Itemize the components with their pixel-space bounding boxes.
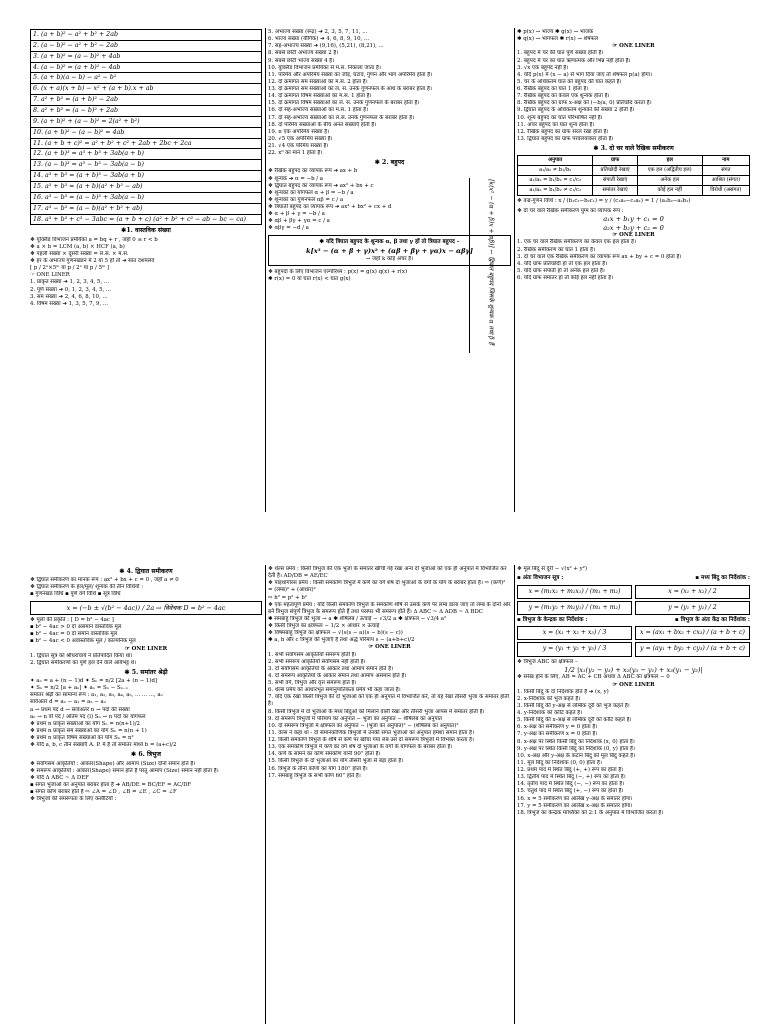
- coordinate-fact-line: 13. द्वितीय पाद में स्थित बिंदु (−, +) रूप का होता है।: [517, 774, 626, 781]
- real-number-line: ❖ पहली संख्या × दूसरी संख्या = ल.स. × म.स.: [30, 250, 129, 257]
- linear-table-cell: a₁/a₂ ≠ b₁/b₂: [518, 166, 593, 176]
- number-fact-line: 10. यूक्लिड विभाजन प्रमेयिका से म.स. निकाला जाता है।: [268, 64, 381, 71]
- quadratic-line: ❖ द्विघात समीकरण के हल/मूल/ शून्यक की तीन विधियाँ :: [30, 584, 144, 591]
- linear-table-cell: संपाती रेखाएं: [593, 175, 637, 185]
- triangle-fact-line: 7. यदि एक रेखा किसी त्रिभुज की दो भुजाओं को एक ही अनुपात में विभाजित करे, तो यह रेखा तीसरी भुजा के समांतर होती है।: [268, 694, 509, 708]
- ap-line: ✦ aₙ = a + (n − 1)d ✦ Sₙ = n/2 [2a + (n − 1)d]: [30, 678, 158, 685]
- triangle-line: ❖ सर्वांगसम आकृतियाँ : आकार(Shape) और आमाप (Size) दोनों समान होते हैं।: [30, 760, 196, 767]
- coordinate-fact-line: 1. किसी बिंदु के दो निर्देशांक होते हैं ➔ (x, y): [517, 688, 609, 695]
- number-fact-line: 18. दो परिमेय संख्याओं के बीच अनंत संख्याएँ होती हैं।: [268, 121, 377, 128]
- identity-cell: 5. (a + b)(a − b) − a² − b²: [31, 73, 262, 84]
- identity-cell: 8. a² + b² = (a − b)² + 2ab: [31, 106, 262, 117]
- identity-cell: 14. a³ + b³ = (a + b)³ − 3ab(a + b): [31, 171, 262, 182]
- identity-row: [31, 84, 262, 95]
- polynomial-fact-line: 3. √x एक बहुपद नहीं है।: [517, 64, 569, 71]
- coordinate-fact-line: 11. मूल बिंदु का निर्देशांक (0, 0) होता है।: [517, 759, 602, 766]
- linear-table-row: [518, 185, 750, 195]
- triangle-fact-line: 4. दो समरूप आकृतियों के आकार समान तथा आमाप असमान होते हैं।: [268, 672, 407, 679]
- coordinate-fact-line: 3. किसी बिंदु की y-अक्ष से लम्बिक दूरी को भुज कहते हैं।: [517, 702, 630, 709]
- theorem-line: ❖ पाइथागोरस प्रमेय : किसी समकोण त्रिभुज में कर्ण का वर्ग शेष दो भुजाओं के वर्गों के योग के बराबर होता है। ⇨ (कर्ण)² = (लम्ब)² + (आधार)²: [268, 580, 506, 594]
- pair-equation-1: a₁x + b₁y + c₁ = 0: [603, 214, 664, 223]
- ap-line: ❖ यदि a, b, c तीन संख्याएँ A. P. में हैं तो समांतर माध्य b = (a+c)/2: [30, 742, 177, 749]
- real-number-line: ❖ a × b = LCM (a, b) × HCF (a, b): [30, 243, 125, 250]
- polynomial-fact-line: 8. रैखिक बहुपद का ग्राफ x-अक्ष को (−b/a, 0) प्रतिच्छेद करता है।: [517, 100, 652, 107]
- polynomial-fact-line: 13. द्विघात बहुपद का ग्राफ परवलयाकार होता है।: [517, 135, 614, 142]
- coordinate-fact-line: 15. चतुर्थ पाद में स्थित बिंदु (+, −) रूप का होता है।: [517, 788, 624, 795]
- polynomial-line: ❖ त्रिघाती बहुपद का व्यापक रूप ➔ ax³ + bx² + cx + d: [268, 204, 392, 211]
- identity-row: [31, 127, 262, 138]
- triangle-fact-line: 10. दो समरूप त्रिभुजों में क्षेत्रफल का अनुपात − (भुजा का अनुपात)² − (शीर्षलंब का अनुपात)²: [268, 722, 459, 729]
- number-fact-line: 19. π एक अपरिमेय संख्या है।: [268, 128, 330, 135]
- theorem-line: ❖ थेल्स प्रमेय : किसी त्रिभुज की एक भुजा के समांतर खींची गई रेखा अन्य दो भुजाओं को एक ही अनुपात में विभाजित कर देती है। AD/DB = AE/EC: [268, 566, 507, 580]
- linear-fact-line: 6. यदि ग्राफ समांतर हों तो कोई हल नहीं होता है।: [517, 275, 614, 282]
- quadratic-line: ▪ गुणनखंड विधि ▪ पूर्ण वर्ग विधि ▪ सूत्र विधि: [30, 591, 121, 598]
- triangle-line: ▪ संगत भुजाओं का अनुपात बराबर होता है ➔ AB/DE = BC/EF = AC/DF: [30, 781, 192, 788]
- division-algorithm-line: ✱ r(x) = 0 या घात r(x) < घात g(x): [268, 275, 351, 282]
- triangle-fact-line: 2. सभी समरूप आकृतियाँ सर्वांगसम नहीं होती हैं।: [268, 658, 366, 665]
- ap-line: समांतर श्रेढ़ी का सामान्य रूप : a₁, a₂, a₃, a₄, a₅, ... ... ..., aₙ: [30, 692, 163, 699]
- coordinate-fact-line: 10. x-अक्ष और y-अक्ष के कटान बिंदु को मूल बिंदु कहते हैं।: [517, 752, 636, 759]
- identity-cell: 18. a³ + b³ + c³ − 3abc = (a + b + c) (a² + b² + c² − ab − bc − ca): [31, 214, 262, 225]
- number-fact-line: 7. सह-अभाज्य संख्या ➔ (9,16), (5,21), (8,21), ...: [268, 43, 384, 50]
- triangle-line: ❖ यदि Δ ABC ~ Δ DEF: [30, 774, 89, 781]
- bottom-column-2: [265, 565, 513, 1024]
- roots-nature-line: ▪ b² − 4ac < 0 अवास्तविक मूल / काल्पनिक मूल: [30, 638, 136, 645]
- linear-table-row: [518, 166, 750, 176]
- top-column-1: [28, 28, 264, 512]
- coordinate-fact-line: 12. प्रथम पाद में स्थित बिंदु (+, +) रूप का होता है।: [517, 767, 624, 774]
- identity-row: [31, 214, 262, 225]
- bottom-c3-oneliner-heading: ☞ ONE LINER: [612, 681, 655, 688]
- section-linear-equations-title: ✱ 3. दो चर वाले रैखिक समीकरण: [593, 145, 674, 152]
- linear-table-row: [518, 175, 750, 185]
- number-fact-line: 21. √4 एक परिमेय संख्या है।: [268, 143, 329, 149]
- linear-table-cell: a₁/a₂ = b₁/b₂ = c₁/c₂: [518, 175, 593, 185]
- identity-row: [31, 116, 262, 127]
- polynomial-fact-line: 4. यदि p(x) में (x − a) से भाग दिया जाए तो शेषफल p(a) होगा।: [517, 71, 653, 78]
- division-algorithm-line: ❖ बहुपदों के लिए विभाजन एल्गोरिथ्म : p(x) = g(x) q(x) + r(x): [268, 268, 408, 275]
- ap-line: a → प्रथम पद d → सार्वअंतर n → पदों की संख्या: [30, 706, 130, 713]
- identity-row: [31, 73, 262, 84]
- identity-row: [31, 138, 262, 149]
- real-number-line: 2. पूर्ण संख्या ➔ 0, 1, 2, 3, 4, 5, ...: [30, 286, 112, 293]
- roots-nature-heading: ❖ मूलों की प्रकृति : [ D = b² − 4ac ]: [30, 617, 114, 624]
- identity-row: [31, 171, 262, 182]
- number-fact-line: 14. दो क्रमागत विषम संख्याओं का म.स. 1 होता है।: [268, 93, 372, 100]
- ap-line: ❖ प्रथम n प्राकृत संख्याओं का योग Sₙ = n(n+1)/2: [30, 720, 140, 727]
- page-gap: [0, 512, 768, 565]
- section-triangle-title: ✱ 6. त्रिभुज: [131, 751, 161, 759]
- centroid-y: y = (y₁ + y₂ + y₃) / 3: [517, 642, 632, 656]
- linear-equations-table: [517, 155, 750, 195]
- polynomial-fact-line: 10. शून्य बहुपद का घात परिभाषित नहीं है।: [517, 114, 603, 121]
- theorem-line: ❖ किसी त्रिभुज का क्षेत्रफल − 1/2 × आधार × ऊंचाई: [268, 623, 380, 629]
- polynomial-line: ❖ α + β + γ = −b / a: [268, 211, 325, 218]
- identity-cell: 11. (a + b + c)² = a² + b² + c² + 2ab + 2bc + 2ca: [31, 138, 262, 149]
- linear-table-cell: प्रतिच्छेदी रेखाएं: [593, 166, 637, 176]
- number-fact-line: 15. दो क्रमागत विषम संख्याओं का ल. स. उनके गुणनफल के बराबर होता है।: [268, 100, 420, 107]
- linear-fact-line: 2. रैखिक समीकरण का घात 1 होता है।: [517, 246, 596, 253]
- incentre-y: y = (ay₁ + by₂ + cy₃) / (a + b + c): [635, 642, 750, 656]
- polynomial-fact-line: 12. रैखिक बहुपद का ग्राफ सरल रेखा होता है।: [517, 128, 609, 135]
- ap-line: ❖ प्रथम n प्राकृत सम संख्याओं का योग Sₙ = n(n + 1): [30, 727, 147, 734]
- identity-row: [31, 40, 262, 51]
- incentre-heading: ▪ त्रिभुज के अंतः केंद्र का निर्देशांक :: [674, 616, 750, 623]
- polynomial-fact-line: 5. चर के अधिकतम घात को बहुपद की घात कहते हैं।: [517, 78, 622, 85]
- quadratic-formula-box: x = (−b ± √(b² − 4ac)) / 2a ⇨ विवेचक D = b² − 4ac: [30, 601, 262, 615]
- linear-table-cell: समांतर रेखाएं: [593, 185, 637, 195]
- real-number-line: ☞ ONE LINER: [30, 272, 70, 279]
- theorem-line: ✱ समबाहु त्रिभुज की भुजा → a ✱ शीर्षलंब / ऊंचाई − √3/2 a ✱ क्षेत्रफल − √3/4 a²: [268, 615, 447, 622]
- number-fact-line: 8. सबसे छोटी अभाज्य संख्या 2 है।: [268, 50, 339, 57]
- cubic-box-note: → जहाँ k कोई अचर है।: [365, 255, 414, 262]
- triangle-fact-line: 11. वेल्स ने कहा था - दो समानकोणिक त्रिभुजों में उनकी संगत भुजाओं का अनुपात हमेशा समान होता है।: [268, 729, 475, 736]
- division-term-line: ✱ q(x) → भागफल ✱ r(x) → शेषफल: [517, 36, 599, 43]
- triangle-fact-line: 12. किसी समकोण त्रिभुज के शीर्ष से कर्ण पर खींचा गया लंब उसे दो समरूप त्रिभुजों में विभक्त करता है।: [268, 737, 474, 743]
- ap-line: aₙ → n वाँ पद / अंतिम पद (l) Sₙ → n पदों का योगफल: [30, 713, 146, 720]
- section-quadratic-title: ✱ 4. द्विघात समीकरण: [119, 568, 173, 575]
- top-c3-oneliner-heading-2: ☞ ONE LINER: [612, 232, 655, 239]
- polynomial-line: ❖ αβ + βγ + γα = c / a: [268, 218, 330, 225]
- identity-cell: 16. a³ − b³ = (a − b)³ + 3ab(a − b): [31, 192, 262, 203]
- theorem-line: ✱ a, b और c त्रिभुज की भुजाएँ हैं तथा अर्द्ध परिमाप s − (a+b+c)/2: [268, 637, 415, 644]
- coordinate-fact-line: 9. y-अक्ष पर स्थित किसी बिंदु का निर्देशांक (0, y) होता है।: [517, 745, 635, 752]
- coordinate-fact-line: 4. y-निर्देशांक को कोटि कहते हैं।: [517, 710, 583, 717]
- theorem-line: ❖ विषमबाहु त्रिभुज का क्षेत्रफल − √(s(s − a)(s − b)(s − c)): [268, 630, 403, 637]
- identity-cell: 3. (a + b)² = (a − b)² + 4ab: [31, 51, 262, 62]
- quadratic-fact-line: 1. द्विघात सूत्र को श्रीधराचार्य ने प्रतिपादित किया था।: [30, 652, 133, 659]
- pair-equation-heading: ❖ दो चर वाले रैखिक समीकरण युग्म का व्यापक रूप :: [517, 207, 624, 214]
- centroid-x: x = (x₁ + x₂ + x₃) / 3: [517, 626, 632, 640]
- identity-cell: 10. (a + b)² − (a − b)² = 4ab: [31, 127, 262, 138]
- identity-row: [31, 95, 262, 106]
- triangle-fact-line: 14. कर्ण के सामने का कोण समकोण यानी 90° होता है।: [268, 751, 381, 758]
- number-fact-line: 20. √5 एक अपरिमेय संख्या है।: [268, 135, 333, 142]
- pair-equation-2: a₂x + b₂y + c₂ = 0: [603, 223, 664, 232]
- identity-cell: 9. (a + b)² + (a − b)² = 2(a² + b²): [31, 116, 262, 127]
- real-number-line: [ p / 2ⁿ×5ᵐ या p / 2ⁿ या p / 5ᵐ ]: [30, 265, 110, 272]
- coordinate-fact-line: 6. x-अक्ष का समीकरण y = 0 होता है।: [517, 724, 598, 731]
- cubic-box-title: ✱ यदि त्रिघात बहुपद के शून्यक α, β तथा γ हों तो त्रिघात बहुपद –: [319, 238, 460, 245]
- cubic-box-formula: k[x³ − (α + β + γ)x² + (αβ + βγ + γα)x − αβγ]: [306, 246, 473, 255]
- linear-table-cell: a₁/a₂ = b₁/b₂ ≠ c₁/c₂: [518, 185, 593, 195]
- triangle-line: ▪ संगत कोण बराबर होते हैं ⇨ ∠A = ∠D , ∠B = ∠E , ∠C = ∠F: [30, 789, 177, 796]
- collinear-condition: ❖ संरेख होने के लिए, AB = AC + CB अथवा Δ ABC का क्षेत्रफल − 0: [517, 674, 670, 681]
- quadratic-fact-line: 2. द्विघात समीकरणों का पूर्ण हल देने वाले आर्यभट्ट थे।: [30, 659, 137, 666]
- number-fact-line: 12. दो क्रमागत सम संख्याओं का म.स. 2 होता है।: [268, 78, 368, 85]
- linear-table-cell: विरोधी (असंगत): [702, 185, 749, 195]
- identity-cell: 12. (a + b)³ = a³ + b³ + 3ab(a + b): [31, 149, 262, 160]
- identity-row: [31, 160, 262, 171]
- identity-cell: 15. a³ + b³ = (a + b)(a² + b² − ab): [31, 182, 262, 193]
- identity-row: [31, 182, 262, 193]
- identity-row: [31, 51, 262, 62]
- triangle-area-formula: 1/2 |x₁(y₂ − y₃) + x₂(y₃ − y₁) + x₃(y₁ − y₂)|: [564, 665, 703, 674]
- quadratic-line: ❖ द्विघात समीकरण का मानक रूप : ax² + bx + c = 0 , जहाँ a ≠ 0: [30, 577, 179, 584]
- algebra-identities-table: [30, 29, 262, 225]
- number-fact-line: 13. दो क्रमागत सम संख्याओं का ल. स. उनके गुणनफल के आधे के बराबर होता है।: [268, 86, 432, 92]
- ap-line: ❖ प्रथम n प्राकृत विषम संख्याओं का योग Sₙ = n²: [30, 735, 134, 742]
- sheet-top: [28, 28, 752, 512]
- polynomial-fact-line: 7. रैखिक बहुपद का केवल एक शून्यक होता है।: [517, 93, 610, 100]
- number-fact-line: 16. दो सह-अभाज्य संख्याओं का म.स. 1 होता है।: [268, 107, 369, 114]
- quadratic-side-label: [469, 178, 511, 353]
- bottom-c2-oneliner-heading: ☞ ONE LINER: [368, 644, 411, 651]
- linear-table-header: हल: [637, 156, 702, 166]
- coordinate-fact-line: 18. त्रिभुज का केन्द्रक माध्यिका को 2:1 के अनुपात में विभाजित करता है।: [517, 809, 664, 816]
- identity-cell: 1. (a + b)² − a² + b² + 2ab: [31, 30, 262, 41]
- midpoint-x: x = (x₁ + x₂) / 2: [635, 585, 750, 599]
- polynomial-line: ❖ रैखिक बहुपद का व्यापक रूप ➔ ax + b: [268, 168, 358, 175]
- identity-cell: 4. (a − b)² = (a + b)² − 4ab: [31, 62, 262, 73]
- bottom-column-3: [514, 565, 752, 1024]
- triangle-fact-line: 6. थेल्स प्रमेय को आधारभूत समानुपातिकता प्रमेय भी कहा जाता है।: [268, 687, 401, 694]
- polynomial-line: ❖ द्विघात बहुपद का व्यापक रूप ➔ ax² + bx + c: [268, 182, 374, 189]
- section-formula-y: y = (m₁y₂ + m₂y₁) / (m₁ + m₂): [517, 601, 632, 615]
- division-term-line: ✱ p(x) → भाज्य ✱ g(x) → भाजक: [517, 29, 594, 35]
- ap-line: ✦ Sₙ = n/2 [a + aₙ] ✦ aₙ = Sₙ − Sₙ₋₁: [30, 685, 128, 692]
- sheet-bottom: [28, 565, 752, 1024]
- linear-fact-line: 4. यदि ग्राफ प्रतिच्छेदी हों तो एक हल होता है।: [517, 260, 608, 267]
- midpoint-y: y = (y₁ + y₂) / 2: [635, 601, 750, 615]
- linear-table-cell: अनेक हल: [637, 175, 702, 185]
- triangle-fact-line: 3. दो सर्वांगसम आकृतियों के आकार तथा आमाप समान होते हैं।: [268, 665, 394, 672]
- incentre-x: x = (ax₁ + bx₂ + cx₃) / (a + b + c): [635, 626, 750, 640]
- ap-line: सार्वअंतर d = a₂ − a₁ = a₃ − a₂: [30, 699, 106, 706]
- identity-row: [31, 203, 262, 214]
- identity-row: [31, 30, 262, 41]
- identity-cell: 2. (a − b)² − a² + b² − 2ab: [31, 40, 262, 51]
- coordinate-fact-line: 17. y = 5 समीकरण का आलेख x-अक्ष के समांतर होगा।: [517, 802, 633, 809]
- linear-table-cell: एक हल (अद्वितीय हल): [637, 166, 702, 176]
- coordinate-fact-line: 7. y-अक्ष का समीकरण x = 0 होता है।: [517, 731, 598, 738]
- triangle-fact-line: 9. दो समरूप त्रिभुजों में परिमाप का अनुपात − भुजा का अनुपात − शीर्षलंब का अनुपात: [268, 715, 443, 722]
- real-number-line: 1. प्राकृत संख्या ➔ 1, 2, 3, 4, 5, ...: [30, 279, 109, 286]
- number-fact-line: 5. अभाज्य संख्या (रूढ़) ➔ 2, 3, 5, 7, 11, ...: [268, 29, 368, 35]
- top-column-2: [265, 28, 513, 512]
- triangle-fact-line: 17. समबाहु त्रिभुज के सभी कोण 60° होते हैं।: [268, 772, 361, 779]
- linear-table-cell: संगत: [702, 166, 749, 176]
- triangle-line: ❖ त्रिभुजों की समरूपता के लिए कसौटियाँ :: [30, 796, 117, 803]
- number-fact-line: 11. परिमेय और अपरिमेय संख्या का जोड़, घटाव, गुणन और भाग अपरिमेय होता है।: [268, 71, 433, 78]
- linear-fact-line: 3. दो चर वाले एक रैखिक समीकरण का व्यापक रूप ax + by + c = 0 होता है।: [517, 253, 682, 260]
- theorem-line: ⇨ h² = p² + b²: [268, 594, 307, 601]
- polynomial-fact-line: 6. रैखिक बहुपद का घात 1 होता है।: [517, 86, 589, 92]
- coordinate-fact-line: 16. x = 5 समीकरण का आलेख y-अक्ष के समांतर होगा।: [517, 795, 633, 802]
- triangle-area-heading: ❖ त्रिभुज ABC का क्षेत्रफल –: [517, 658, 578, 665]
- top-column-3: [514, 28, 752, 512]
- number-fact-line: 6. भाज्य संख्या (यौगिक) ➔ 4, 6, 8, 9, 10, ...: [268, 36, 370, 43]
- coordinate-fact-line: 8. x-अक्ष पर स्थित किसी बिंदु का निर्देशांक (x, 0) होता है।: [517, 738, 635, 745]
- top-c3-oneliner-heading: ☞ ONE LINER: [612, 43, 655, 50]
- identity-row: [31, 106, 262, 117]
- triangle-fact-line: 5. सभी वर्ग, त्रिभुज और वृत्त समरूप होते हैं।: [268, 680, 357, 686]
- identity-cell: 13. (a − b)³ = a³ − b³ − 3ab(a − b): [31, 160, 262, 171]
- coordinate-fact-line: 14. तृतीय पाद में स्थित बिंदु (−, −) रूप का होता है।: [517, 781, 625, 788]
- triangle-fact-line: 8. किसी त्रिभुज में दो भुजाओं के मध्य बिंदुओं को मिलाने वाली रेखा और तीसरी भुजा आपस में समांतर होती है।: [268, 708, 485, 715]
- polynomial-fact-line: 2. बहुपद में चर का घात ऋणात्मक और भिन्न नहीं होता है।: [517, 57, 631, 64]
- linear-fact-line: 5. यदि ग्राफ संपाती हों तो अनेक हल होते हैं।: [517, 267, 605, 274]
- coordinate-fact-line: 2. x-निर्देशांक को भुज कहते हैं।: [517, 695, 581, 702]
- origin-distance: ❖ मूल बिंदु से दूरी − √(x² + y²): [517, 566, 587, 572]
- midpoint-heading: ▪ मध्य बिंदु का निर्देशांक :: [695, 575, 750, 582]
- section-polynomial-title: ✱ 2. बहुपद: [374, 159, 405, 167]
- polynomial-line: ❖ शून्यकों का गुणनफल αβ = c / a: [268, 196, 344, 203]
- triangle-fact-line: 13. एक समकोण त्रिभुज में कर्ण का वर्ग शेष दो भुजाओं के वर्गों के योगफल के बराबर होता है।: [268, 744, 453, 751]
- triangle-fact-line: 16. त्रिभुज के तीनों कोणों का योग 180° होता है।: [268, 765, 368, 772]
- bottom-c1-oneliner-heading: ☞ ONE LINER: [124, 645, 168, 652]
- triangle-fact-line: 15. किसी त्रिभुज के दो भुजाओं का योग तीसरी भुजा से बड़ा होता है।: [268, 758, 404, 765]
- cross-multiplication: ❖ वज्र-गुणन विधि : x / (b₁c₂−b₂c₁) = y / (c₁a₂−c₂a₁) = 1 / (a₁b₂−a₂b₁): [517, 197, 691, 204]
- real-number-line: 4. विषम संख्या ➔ 1, 3, 5, 7, 9, ...: [30, 300, 108, 307]
- linear-table-cell: आश्रित (संगत): [702, 175, 749, 185]
- section-formula-heading: ▪ अंतः विभाजन सूत्र :: [517, 575, 564, 582]
- linear-table-header: नाम: [702, 156, 749, 166]
- triangle-fact-line: 1. सभी सर्वांगसम आकृतियाँ समरूप होती हैं।: [268, 651, 357, 658]
- identity-row: [31, 62, 262, 73]
- linear-table-cell: कोई हल नहीं: [637, 185, 702, 195]
- number-fact-line: 9. सबसे छोटी भाज्य संख्या 4 है।: [268, 57, 335, 64]
- identity-row: [31, 192, 262, 203]
- centroid-heading: ▪ त्रिभुज के केन्द्रक का निर्देशांक :: [517, 616, 588, 623]
- section-ap-title: ✱ 5. समांतर श्रेढ़ी: [124, 668, 168, 676]
- coordinate-fact-line: 5. किसी बिंदु की x-अक्ष से लम्बिक दूरी को कोटि कहते हैं।: [517, 717, 632, 724]
- section-formula-x: x = (m₁x₂ + m₂x₁) / (m₁ + m₂): [517, 585, 632, 599]
- polynomial-line: ❖ शून्यक ➔ α = −b / a: [268, 175, 324, 182]
- real-number-line: ❖ यूक्लिड विभाजन प्रमेयिका a = bq + r , जहाँ 0 ≤ r < b: [30, 236, 158, 243]
- identity-cell: 7. a² + b² = (a + b)² − 2ab: [31, 95, 262, 106]
- quadratic-side-text: [k(x² − (α + β)x + αβ)] ← द्विघात बहुपद जिसके शून्यक α तथा β हैं: [487, 179, 495, 345]
- real-number-line: ❖ हर के अभाज्य गुणनखंडन में 2 या 5 हो तो ➔ सांत दशमलव: [30, 258, 155, 265]
- polynomial-fact-line: 11. अचर बहुपद का घात शून्य होता है।: [517, 121, 595, 128]
- roots-nature-line: ▪ b² − 4ac = 0 दो समान वास्तविक मूल: [30, 631, 118, 638]
- linear-table-header: ग्राफ: [593, 156, 637, 166]
- polynomial-fact-line: 1. बहुपद में चर की घात पूर्ण संख्या होती है।: [517, 50, 604, 57]
- polynomial-line: ❖ αβγ = −d / a: [268, 225, 309, 232]
- bottom-column-1: [28, 565, 264, 1024]
- section-real-numbers-title: ✱1. वास्तविक संख्या: [121, 227, 171, 235]
- polynomial-fact-line: 9. द्विघात बहुपद के अधिकतम शून्यकों की संख्या 2 होती है।: [517, 107, 635, 114]
- identity-cell: 17. a³ − b³ = (a − b)(a² + b² + ab): [31, 203, 262, 214]
- linear-table-header: अनुपात: [518, 156, 593, 166]
- roots-nature-line: ▪ b² − 4ac > 0 दो असमान वास्तविक मूल: [30, 624, 122, 631]
- number-fact-line: 22. x⁰ का मान 1 होता है।: [268, 150, 323, 157]
- linear-fact-line: 1. एक चर वाले रैखिक समीकरण का केवल एक हल होता है।: [517, 239, 637, 246]
- identity-cell: 6. (x + a)(x + b) − x² + (a + b).x + ab: [31, 84, 262, 95]
- number-fact-line: 17. दो सह-अभाज्य संख्याओं का ल.स. उनके गुणनफल के बराबर होता है।: [268, 114, 415, 121]
- polynomial-line: ❖ शून्यकों का योगफल α + β = −b / a: [268, 189, 354, 196]
- theorem-line: ❖ एक महत्वपूर्ण प्रमेय : यदि किसी समकोण त्रिभुज के समकोण शीर्ष से उसके कर्ण पर लम्ब डाला जाए तो लम्ब के दोनों ओर बने त्रिभुज संपूर्ण त्रिभुज के समरूप होते हैं तथा परस्पर भी समरूप होते हैं। Δ ABC ~ Δ ADB ~ Δ BDC: [268, 601, 511, 615]
- real-number-line: 3. सम संख्या ➔ 2, 4, 6, 8, 10, ...: [30, 293, 108, 300]
- triangle-line: ❖ समरूप आकृतियाँ : आकार(Shape) समान होते हैं परंतु आमाप (Size) समान नहीं होता है।: [30, 767, 219, 774]
- identity-row: [31, 149, 262, 160]
